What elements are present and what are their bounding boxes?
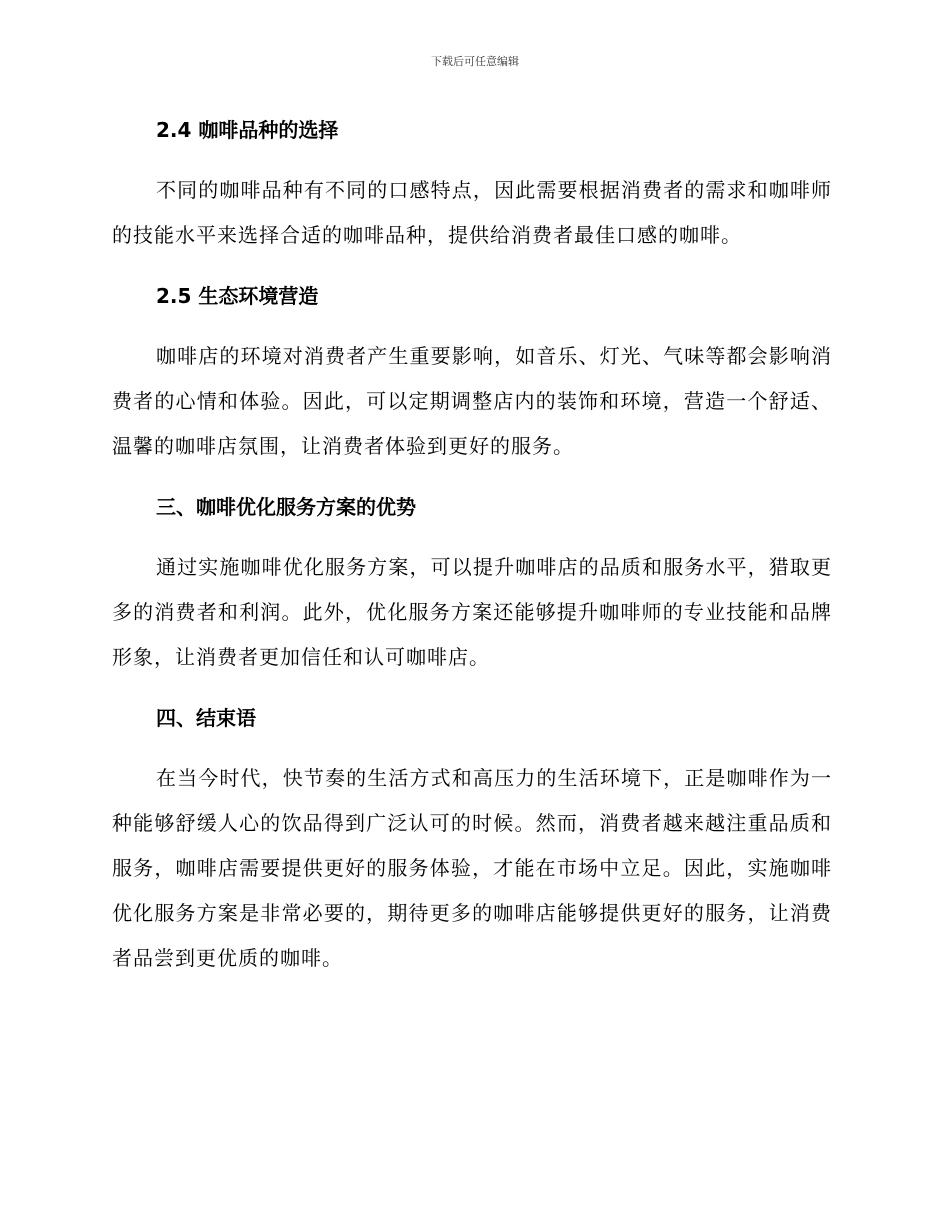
section-paragraph-2-4: 不同的咖啡品种有不同的口感特点，因此需要根据消费者的需求和咖啡师的技能水平来选择合适的咖啡品种，提供给消费者最佳口感的咖啡。 xyxy=(112,178,832,247)
section-heading-2-4: 2.4 咖啡品种的选择 xyxy=(156,118,339,142)
section-heading-advantages: 三、咖啡优化服务方案的优势 xyxy=(156,495,416,519)
page-header: 下载后可任意编辑 xyxy=(431,55,519,68)
section-heading-conclusion: 四、结束语 xyxy=(156,706,256,730)
section-paragraph-2-5: 咖啡店的环境对消费者产生重要影响，如音乐、灯光、气味等都会影响消费者的心情和体验。因此，可以定期调整店内的装饰和环境，营造一个舒适、温馨的咖啡店氛围，让消费者体验到更好的服务。 xyxy=(112,344,832,458)
section-paragraph-conclusion: 在当今时代，快节奏的生活方式和高压力的生活环境下，正是咖啡作为一种能够舒缓人心的饮品得到广泛认可的时候。然而，消费者越来越注重品质和服务，咖啡店需要提供更好的服务体验，才能在市场中立足。因此，实施咖啡优化服务方案是非常必要的，期待更多的咖啡店能够提供更好的服务，让消费者品尝到更优质的咖啡。 xyxy=(112,766,832,970)
section-heading-2-5: 2.5 生态环境营造 xyxy=(156,284,319,308)
section-paragraph-advantages: 通过实施咖啡优化服务方案，可以提升咖啡店的品质和服务水平，猎取更多的消费者和利润。此外，优化服务方案还能够提升咖啡师的专业技能和品牌形象，让消费者更加信任和认可咖啡店。 xyxy=(112,555,832,669)
document-body xyxy=(112,110,832,981)
